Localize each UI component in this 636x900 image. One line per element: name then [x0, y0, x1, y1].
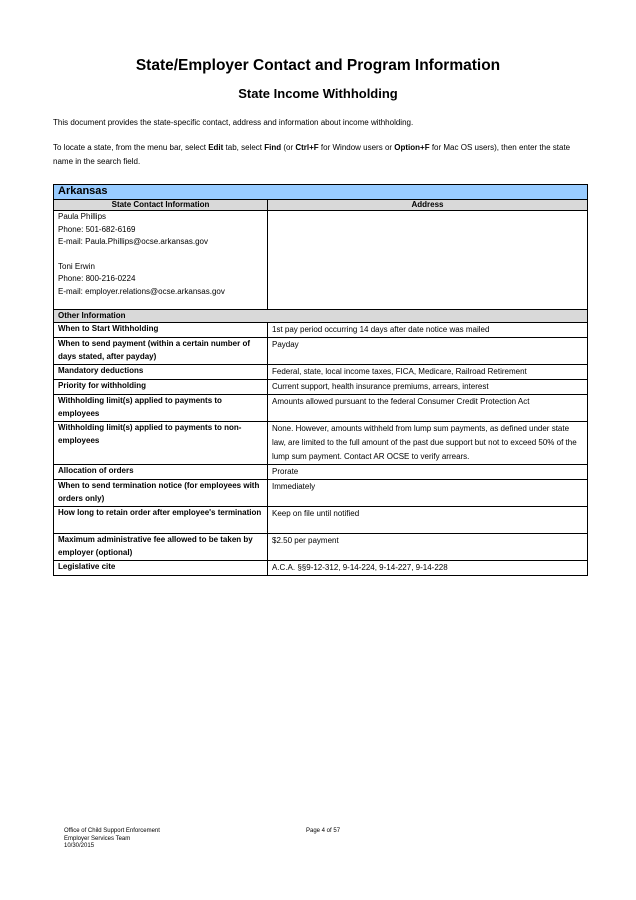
row-label: Legislative cite — [54, 561, 268, 576]
row-label: When to Start Withholding — [54, 323, 268, 338]
table-row — [54, 365, 588, 380]
edit-keyword: Edit — [208, 143, 224, 152]
row-label: How long to retain order after employee's termination — [54, 507, 268, 534]
row-value: Current support, health insurance premiums, arrears, interest — [268, 380, 588, 395]
contact-list — [54, 211, 268, 310]
table-row — [54, 422, 588, 465]
contact-email: E-mail: employer.relations@ocse.arkansas.gov — [58, 286, 225, 296]
contact-phone: Phone: 800-216-0224 — [58, 274, 136, 283]
row-label: Allocation of orders — [54, 465, 268, 480]
table-row — [54, 480, 588, 507]
table-row — [54, 465, 588, 480]
document-title: State/Employer Contact and Program Information — [135, 57, 501, 74]
state-name-header: Arkansas — [54, 185, 588, 200]
page-number: Page 4 of 57 — [306, 828, 341, 834]
row-value: A.C.A. §§9-12-312, 9-14-224, 9-14-227, 9-14-228 — [268, 561, 588, 576]
row-label: Withholding limit(s) applied to payments to non-employees — [54, 422, 268, 465]
footer-date: 10/30/2015 — [64, 843, 95, 849]
search-instructions: To locate a state, from the menu bar, select Edit tab, select Find (or Ctrl+F for Window users or Option+F for Mac OS users), then enter the state name in the search field. — [53, 143, 571, 166]
footer-team: Employer Services Team — [64, 835, 131, 842]
footer-info — [64, 828, 160, 851]
row-label: When to send payment (within a certain number of days stated, after payday) — [54, 338, 268, 365]
row-label: Mandatory deductions — [54, 365, 268, 380]
ctrl-f-keyword: Ctrl+F — [295, 143, 319, 152]
contact-name: Paula Phillips — [58, 212, 107, 221]
contact-phone: Phone: 501-682-6169 — [58, 224, 136, 234]
row-value: Immediately — [268, 480, 588, 507]
contact-email: E-mail: Paula.Phillips@ocse.arkansas.gov — [58, 237, 208, 246]
row-value: Federal, state, local income taxes, FICA, Medicare, Railroad Retirement — [268, 365, 588, 380]
row-value: Payday — [268, 338, 588, 365]
row-label: Priority for withholding — [54, 380, 268, 395]
row-label: When to send termination notice (for employees with orders only) — [54, 480, 268, 507]
table-row — [54, 395, 588, 422]
find-keyword: Find — [264, 143, 282, 152]
row-label: Withholding limit(s) applied to payments to employees — [54, 395, 268, 422]
row-value: Keep on file until notified — [268, 507, 588, 534]
option-f-keyword: Option+F — [394, 143, 430, 152]
table-row — [54, 507, 588, 534]
table-row — [54, 561, 588, 576]
contact-column-header: State Contact Information — [54, 200, 268, 211]
row-value: Prorate — [268, 465, 588, 480]
table-row — [54, 338, 588, 365]
other-information-header: Other Information — [54, 310, 588, 323]
intro-paragraph: This document provides the state-specific contact, address and information about income withholding. — [53, 118, 414, 127]
table-row — [54, 380, 588, 395]
table-row — [54, 534, 588, 561]
address-column-header: Address — [268, 200, 588, 211]
address-cell — [268, 211, 588, 310]
contact-name: Toni Erwin — [58, 261, 95, 271]
row-value: $2.50 per payment — [268, 534, 588, 561]
document-subtitle: State Income Withholding — [238, 86, 398, 101]
row-label: Maximum administrative fee allowed to be taken by employer (optional) — [54, 534, 268, 561]
row-value: None. However, amounts withheld from lump sum payments, as defined under state law, are limited to the full amount of the past due support but not to exceed 50% of the lump sum payment. Contact AR OCSE to verify arrears. — [268, 422, 588, 465]
table-row — [54, 323, 588, 338]
row-value: Amounts allowed pursuant to the federal Consumer Credit Protection Act — [268, 395, 588, 422]
row-value: 1st pay period occurring 14 days after date notice was mailed — [268, 323, 588, 338]
footer-org: Office of Child Support Enforcement — [64, 828, 160, 834]
state-info-table — [53, 184, 588, 576]
